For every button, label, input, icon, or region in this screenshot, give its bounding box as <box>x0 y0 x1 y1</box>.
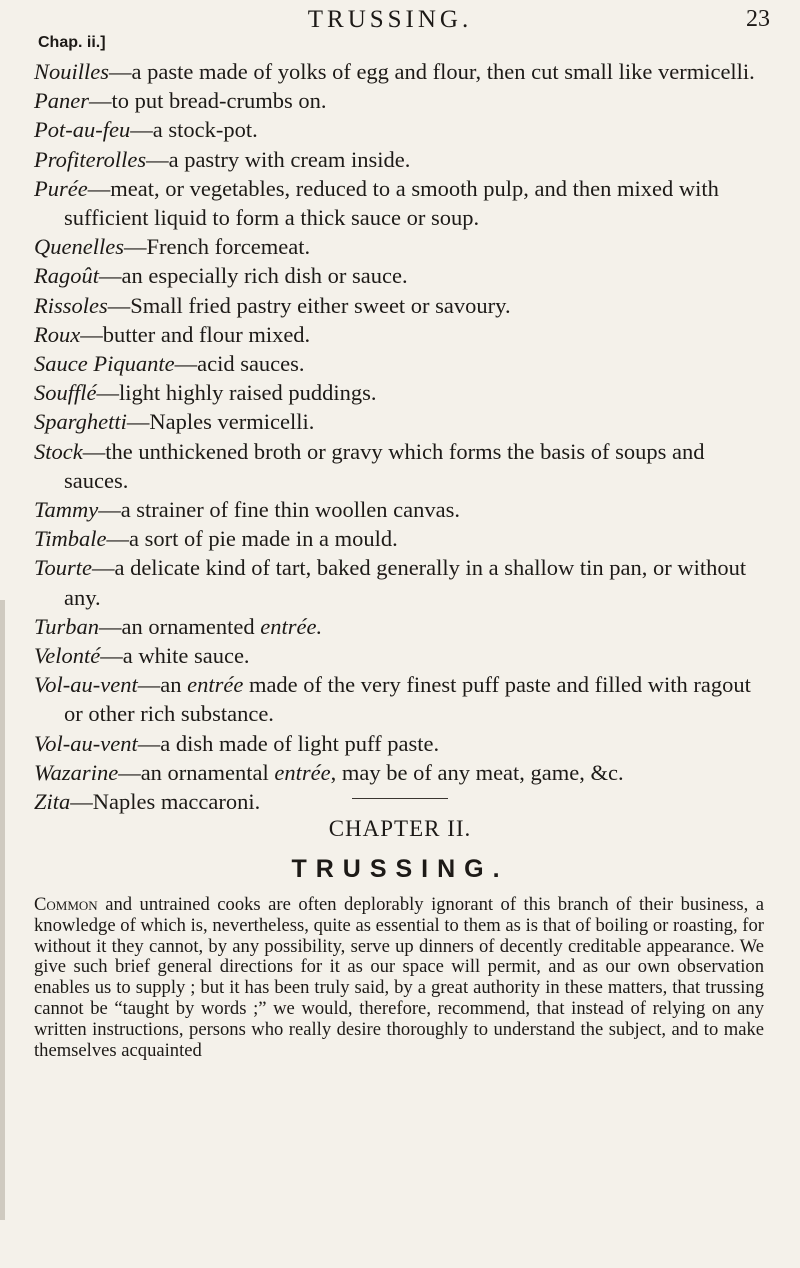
glossary-italic-word: entrée <box>274 759 331 785</box>
glossary-definition: —a stock-pot. <box>130 117 258 143</box>
glossary-definition: —acid sauces. <box>174 351 305 377</box>
glossary-term: Nouilles <box>34 59 110 84</box>
glossary-definition: —the unthickened broth or gravy which forms the basis of soups and sauces. <box>64 438 705 493</box>
glossary-term: Profiterolles <box>34 146 147 172</box>
glossary-entry <box>34 553 774 611</box>
glossary-term: Quenelles <box>34 234 124 260</box>
glossary-definition: —a dish made of light puff paste. <box>137 730 440 756</box>
chapter-reference: Chap. ii.] <box>38 34 106 51</box>
glossary-term: Purée <box>34 175 88 201</box>
glossary-term: Ragoût <box>34 263 99 289</box>
glossary-definition: —light highly raised puddings. <box>96 380 377 406</box>
page-number: 23 <box>746 6 770 32</box>
glossary-definition: —French forcemeat. <box>123 234 311 260</box>
glossary-list <box>34 57 774 816</box>
glossary-definition: —a paste made of yolks of egg and flour, then cut small like vermicelli. <box>109 59 755 84</box>
glossary-term: Rissoles <box>34 292 108 318</box>
glossary-entry <box>34 349 774 378</box>
glossary-definition: —an <box>137 672 188 698</box>
glossary-entry <box>34 320 774 349</box>
glossary-term: Timbale <box>34 526 107 552</box>
glossary-definition: —a white sauce. <box>100 643 250 669</box>
glossary-definition: —Naples vermicelli. <box>126 409 315 435</box>
glossary-definition: —butter and flour mixed. <box>80 321 311 347</box>
glossary-definition: —a strainer of fine thin woollen canvas. <box>98 497 460 523</box>
section-title: TRUSSING. <box>291 855 509 883</box>
glossary-term: Stock <box>34 438 83 464</box>
page-edge-shadow <box>0 600 5 1220</box>
opening-word: Common <box>34 894 98 915</box>
glossary-entry <box>34 378 774 407</box>
body-text: and untrained cooks are often deplorably ignorant of this branch of their business, a knowledge of which is, nevertheless, quite as essential to them as is that of boiling or roasting, for without it they cannot, by any possibility, serve up dinners of decently creditable appearance. We give such brief general directions for it as our space will permit, and as our own observation enables us to supply ; but it has been truly said, by a great authority in these matters, that trussing cannot be “taught by words ;” we would, therefore, recommend, that instead of relying on any written instructions, persons who really desire thoroughly to understand the subject, and to make themselves acquainted <box>34 894 764 1061</box>
glossary-definition: —a sort of pie made in a mould. <box>106 526 398 552</box>
glossary-term: Vol-au-vent <box>34 730 138 756</box>
glossary-entry <box>34 232 774 261</box>
glossary-term: Paner <box>34 88 89 114</box>
glossary-definition: —Small fried pastry either sweet or savoury. <box>107 292 511 318</box>
glossary-entry <box>34 670 774 728</box>
glossary-definition: —meat, or vegetables, reduced to a smooth pulp, and then mixed with sufficient liquid to form a thick sauce or soup. <box>64 175 719 231</box>
glossary-entry <box>34 495 774 524</box>
glossary-definition: —a pastry with cream inside. <box>146 146 411 172</box>
glossary-entry <box>34 641 774 670</box>
glossary-term: Roux <box>34 321 81 347</box>
glossary-term: Zita <box>34 789 71 815</box>
glossary-term: Vol-au-vent <box>34 672 138 698</box>
glossary-entry <box>34 86 774 115</box>
running-title: TRUSSING. <box>307 6 473 33</box>
glossary-term: Tammy <box>34 497 99 523</box>
chapter-heading: CHAPTER II. <box>328 816 472 841</box>
glossary-entry <box>34 174 774 232</box>
glossary-definition: —an especially rich dish or sauce. <box>99 263 408 289</box>
glossary-term: Sparghetti <box>34 409 127 435</box>
glossary-definition: —an ornamented <box>99 613 261 639</box>
glossary-term: Sauce Piquante <box>34 351 175 377</box>
glossary-entry <box>34 437 774 495</box>
glossary-entry <box>34 758 774 787</box>
glossary-italic-word: entrée. <box>260 613 323 639</box>
glossary-term: Velonté <box>34 643 101 669</box>
glossary-term: Wazarine <box>34 759 119 785</box>
glossary-entry <box>34 729 774 758</box>
glossary-italic-word: entrée <box>187 672 244 698</box>
glossary-definition: —Naples maccaroni. <box>70 789 261 815</box>
glossary-definition: —to put bread-crumbs on. <box>89 88 327 114</box>
glossary-term: Tourte <box>34 555 92 581</box>
glossary-definition: —an ornamental <box>118 759 275 785</box>
section-divider <box>352 798 448 799</box>
glossary-entry <box>34 612 774 641</box>
glossary-entry <box>34 787 774 816</box>
glossary-entry <box>34 57 774 86</box>
glossary-term: Soufflé <box>34 380 97 406</box>
glossary-definition-tail: made of the very finest puff paste and filled with ragout or other rich substance. <box>64 672 751 727</box>
glossary-entry <box>34 407 774 436</box>
body-paragraph <box>34 895 764 1061</box>
glossary-term: Pot-au-feu <box>34 117 131 143</box>
glossary-definition-tail: , may be of any meat, game, &c. <box>330 759 624 785</box>
glossary-definition: —a delicate kind of tart, baked generally in a shallow tin pan, or without any. <box>64 555 747 610</box>
glossary-entry <box>34 261 774 290</box>
running-header <box>0 6 800 38</box>
glossary-entry <box>34 145 774 174</box>
glossary-entry <box>34 291 774 320</box>
glossary-term: Turban <box>34 613 100 639</box>
glossary-entry <box>34 115 774 144</box>
glossary-entry <box>34 524 774 553</box>
